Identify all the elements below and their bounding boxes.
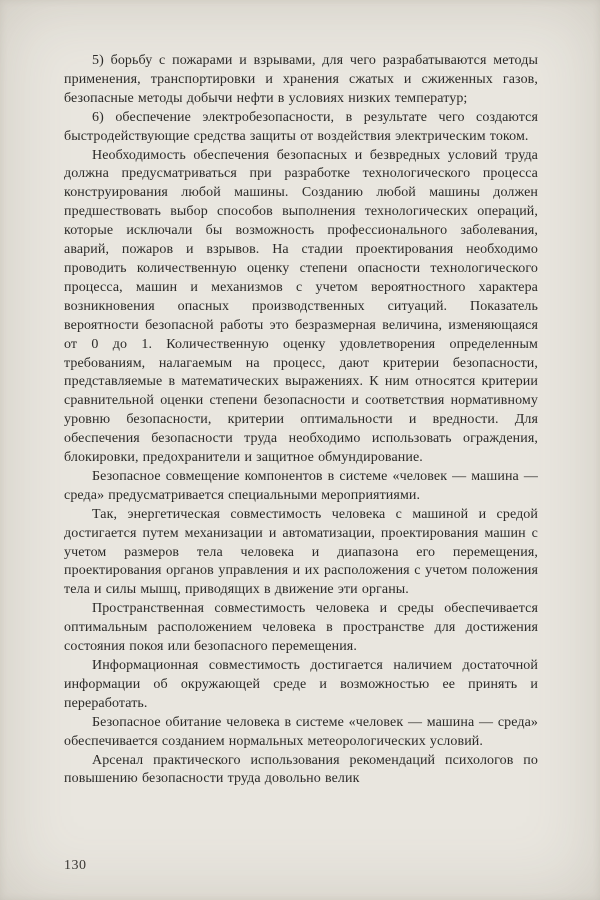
list-item-6: 6) обеспечение электробезопасности, в результате чего создаются быстродействующие средства защиты от воздействия электрическим током. [64,109,538,144]
paragraph: Так, энергетическая совместимость человека с машиной и средой достигается путем механизации и автоматизации, проектирования машин с учетом размеров тела человека и диапазона его перемещения, проектирования органов управления и их расположения с учетом положения тела и силы мышц, приводящих в движение эти органы. [64,506,538,598]
list-item-5: 5) борьбу с пожарами и взрывами, для чего разрабатываются методы применения, транспортировки и хранения сжатых и сжиженных газов, безопасные методы добычи нефти в условиях низких температур; [64,53,538,106]
page-number: 130 [64,858,87,873]
paragraph: Безопасное совмещение компонентов в системе «человек — машина — среда» предусматривается специальными мероприятиями. [64,468,538,503]
text-block [64,52,538,789]
paragraph: Безопасное обитание человека в системе «человек — машина — среда» обеспечивается созданием нормальных метеорологических условий. [64,714,538,749]
text-column [64,52,538,789]
paragraph: Пространственная совместимость человека и среды обеспечивается оптимальным расположением человека в пространстве для достижения состояния покоя или безопасного перемещения. [64,601,538,655]
paragraph: Информационная совместимость достигается наличием достаточной информации об окружающей среде и возможностью ее принять и переработать. [64,658,538,711]
paragraph: Арсенал практического использования рекомендаций психологов по повышению безопасности труда довольно велик [64,752,538,787]
paragraph: Необходимость обеспечения безопасных и безвредных условий труда должна предусматриваться при разработке технологического процесса конструирования любой машины. Созданию любой машины должен предшествовать выбор способов выполнения технологических операций, которые исключали бы возможность профессионального заболевания, аварий, пожаров и взрывов. На стадии проектирования необходимо проводить количественную оценку степени опасности технологического процесса, машин и механизмов с учетом вероятностного характера возникновения опасных производственных ситуаций. Показатель вероятности безопасной работы это безразмерная величина, изменяющаяся от 0 до 1. Количественную оценку удовлетворения определенным требованиям, налагаемым на процесс, дают критерии безопасности, представляемые в математических выражениях. К ним относятся критерии сравнительной оценки степени безопасности и соответствия нормативному уровню безопасности, критерии оптимальности и вредности. Для обеспечения безопасности труда необходимо использовать ограждения, блокировки, предохранители и защитное обмундирование. [64,147,538,466]
